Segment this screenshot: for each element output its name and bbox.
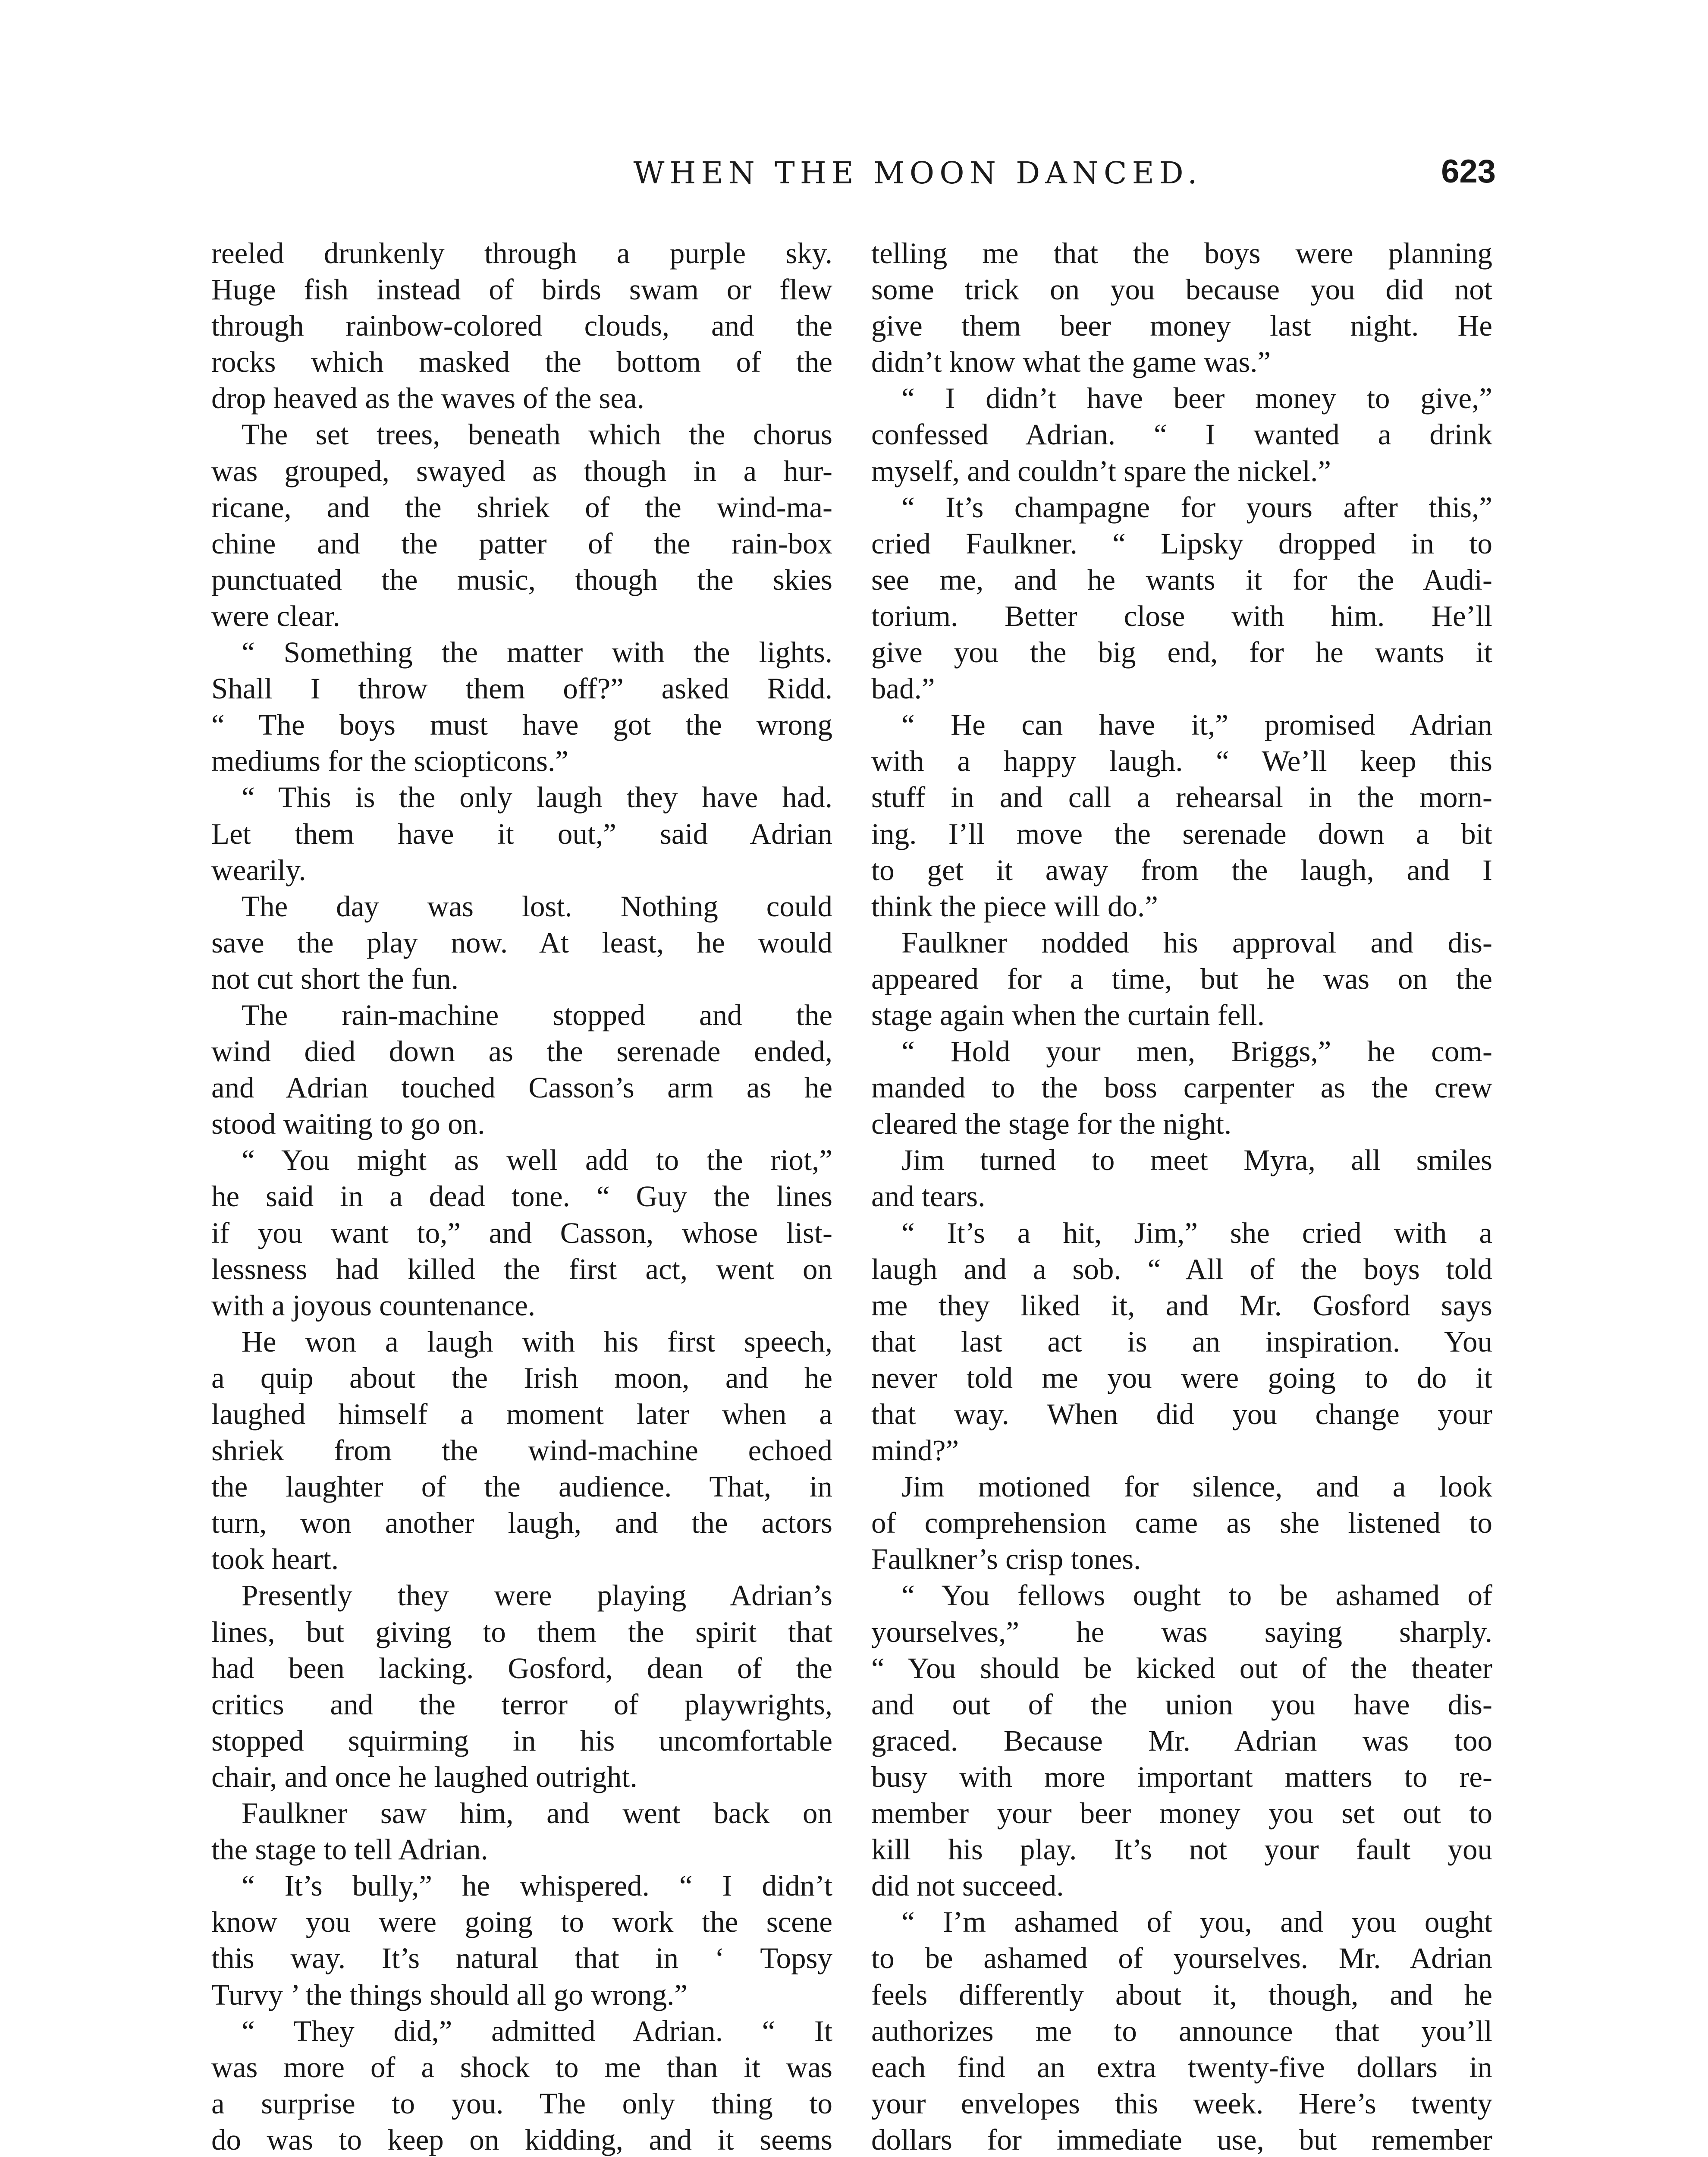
text-line: member your beer money you set out to	[871, 1797, 1492, 1830]
text-line: Turvy ’ the things should all go wrong.”	[211, 1978, 688, 2011]
text-line: “ You fellows ought to be ashamed of	[901, 1579, 1492, 1612]
text-line: authorizes me to announce that you’ll	[871, 2014, 1492, 2047]
text-line: see me, and he wants it for the Audi-	[871, 563, 1492, 596]
text-line: ing. I’ll move the serenade down a bit	[871, 817, 1492, 850]
text-line: laugh and a sob. “ All of the boys told	[871, 1252, 1492, 1286]
text-line: didn’t know what the game was.”	[871, 346, 1271, 379]
text-line: Faulkner saw him, and went back on	[242, 1797, 832, 1830]
text-line: think the piece will do.”	[871, 890, 1158, 923]
text-line: torium. Better close with him. He’ll	[871, 599, 1492, 632]
text-line: The day was lost. Nothing could	[242, 890, 832, 923]
text-line: chair, and once he laughed outright.	[211, 1760, 637, 1793]
text-line: “ Hold your men, Briggs,” he com-	[901, 1035, 1492, 1068]
text-line: reeled drunkenly through a purple sky.	[211, 237, 832, 270]
text-line: bad.”	[871, 672, 935, 705]
text-line: me they liked it, and Mr. Gosford says	[871, 1289, 1492, 1322]
text-line: Huge fish instead of birds swam or flew	[211, 273, 832, 306]
text-line: feels differently about it, though, and he	[871, 1978, 1492, 2011]
text-line: to get it away from the laugh, and I	[871, 853, 1492, 887]
text-line: never told me you were going to do it	[871, 1361, 1492, 1394]
text-line: “ You might as well add to the riot,”	[242, 1144, 832, 1177]
text-line: not cut short the fun.	[211, 962, 458, 995]
text-line: punctuated the music, though the skies	[211, 563, 832, 596]
text-line: that way. When did you change your	[871, 1398, 1492, 1431]
left-text-column	[211, 235, 832, 2157]
text-line: Shall I throw them off?” asked Ridd.	[211, 672, 832, 705]
text-line: “ You should be kicked out of the theater	[871, 1651, 1492, 1685]
text-line: was more of a shock to me than it was	[211, 2050, 832, 2084]
text-line: Jim motioned for silence, and a look	[901, 1470, 1492, 1503]
text-line: cried Faulkner. “ Lipsky dropped in to	[871, 527, 1492, 560]
text-line: give them beer money last night. He	[871, 309, 1492, 343]
text-line: the laughter of the audience. That, in	[211, 1470, 832, 1503]
text-line: mind?”	[871, 1434, 959, 1467]
text-line: yourselves,” he was saying sharply.	[871, 1615, 1492, 1648]
text-line: with a joyous countenance.	[211, 1289, 536, 1322]
text-line: turn, won another laugh, and the actors	[211, 1506, 832, 1540]
text-line: The set trees, beneath which the chorus	[242, 418, 832, 451]
text-line: was grouped, swayed as though in a hur-	[211, 454, 832, 487]
text-line: “ He can have it,” promised Adrian	[901, 708, 1492, 742]
text-line: stage again when the curtain fell.	[871, 998, 1265, 1031]
text-line: laughed himself a moment later when a	[211, 1398, 832, 1431]
text-line: “ Something the matter with the lights.	[242, 636, 832, 669]
text-line: and Adrian touched Casson’s arm as he	[211, 1071, 832, 1104]
text-line: Let them have it out,” said Adrian	[211, 817, 832, 850]
text-line: Faulkner’s crisp tones.	[871, 1543, 1141, 1576]
text-line: stopped squirming in his uncomfortable	[211, 1724, 832, 1757]
text-line: appeared for a time, but he was on the	[871, 962, 1492, 995]
text-line: rocks which masked the bottom of the	[211, 346, 832, 379]
text-line: mediums for the sciopticons.”	[211, 745, 568, 778]
text-line: “ It’s a hit, Jim,” she cried with a	[901, 1216, 1492, 1249]
text-line: your envelopes this week. Here’s twenty	[871, 2087, 1492, 2120]
text-line: “ I didn’t have beer money to give,”	[901, 382, 1492, 415]
text-line: took heart.	[211, 1543, 339, 1576]
text-line: drop heaved as the waves of the sea.	[211, 382, 644, 415]
text-line: did not succeed.	[871, 1869, 1064, 1902]
text-line: of comprehension came as she listened to	[871, 1506, 1492, 1540]
text-line: lessness had killed the first act, went on	[211, 1252, 832, 1286]
text-line: know you were going to work the scene	[211, 1905, 832, 1939]
text-line: stood waiting to go on.	[211, 1107, 485, 1141]
text-line: The rain-machine stopped and the	[242, 998, 832, 1031]
text-line: chine and the patter of the rain-box	[211, 527, 832, 560]
text-line: through rainbow-colored clouds, and the	[211, 309, 832, 343]
text-line: confessed Adrian. “ I wanted a drink	[871, 418, 1492, 451]
text-line: “ It’s champagne for yours after this,”	[901, 491, 1492, 524]
text-line: kill his play. It’s not your fault you	[871, 1833, 1492, 1866]
text-line: this way. It’s natural that in ‘ Topsy	[211, 1942, 832, 1975]
text-line: telling me that the boys were planning	[871, 237, 1492, 270]
text-line: some trick on you because you did not	[871, 273, 1492, 306]
text-line: the stage to tell Adrian.	[211, 1833, 488, 1866]
text-line: had been lacking. Gosford, dean of the	[211, 1651, 832, 1685]
text-line: “ This is the only laugh they have had.	[242, 781, 832, 814]
page-number: 623	[1441, 153, 1496, 190]
text-line: myself, and couldn’t spare the nickel.”	[871, 454, 1331, 487]
text-line: and tears.	[871, 1180, 986, 1213]
text-line: stuff in and call a rehearsal in the morn-	[871, 781, 1492, 814]
right-text-column	[871, 235, 1492, 2157]
text-line: do was to keep on kidding, and it seems	[211, 2123, 832, 2156]
text-line: Presently they were playing Adrian’s	[242, 1579, 832, 1612]
text-line: wind died down as the serenade ended,	[211, 1035, 832, 1068]
text-line: if you want to,” and Casson, whose list-	[211, 1216, 832, 1249]
text-line: wearily.	[211, 853, 306, 887]
text-line: he said in a dead tone. “ Guy the lines	[211, 1180, 832, 1213]
text-line: save the play now. At least, he would	[211, 926, 832, 959]
text-line: He won a laugh with his first speech,	[242, 1325, 832, 1358]
text-line: dollars for immediate use, but remember	[871, 2123, 1492, 2156]
text-line: manded to the boss carpenter as the crew	[871, 1071, 1492, 1104]
text-line: give you the big end, for he wants it	[871, 636, 1492, 669]
text-line: busy with more important matters to re-	[871, 1760, 1492, 1793]
text-line: Jim turned to meet Myra, all smiles	[901, 1144, 1492, 1177]
text-line: critics and the terror of playwrights,	[211, 1688, 832, 1721]
text-line: “ The boys must have got the wrong	[211, 708, 832, 742]
text-line: to be ashamed of yourselves. Mr. Adrian	[871, 1942, 1492, 1975]
text-line: Faulkner nodded his approval and dis-	[901, 926, 1492, 959]
running-head	[210, 147, 1504, 216]
text-line: were clear.	[211, 599, 340, 632]
text-line: each find an extra twenty-five dollars in	[871, 2050, 1492, 2084]
text-line: ricane, and the shriek of the wind-ma-	[211, 491, 832, 524]
running-title: WHEN THE MOON DANCED.	[633, 155, 1203, 191]
text-line: shriek from the wind-machine echoed	[211, 1434, 832, 1467]
text-line: “ It’s bully,” he whispered. “ I didn’t	[242, 1869, 832, 1902]
text-line: “ They did,” admitted Adrian. “ It	[242, 2014, 832, 2047]
text-line: that last act is an inspiration. You	[871, 1325, 1492, 1358]
text-line: lines, but giving to them the spirit that	[211, 1615, 832, 1648]
text-line: “ I’m ashamed of you, and you ought	[901, 1905, 1492, 1939]
text-line: graced. Because Mr. Adrian was too	[871, 1724, 1492, 1757]
text-line: with a happy laugh. “ We’ll keep this	[871, 745, 1492, 778]
text-line: a surprise to you. The only thing to	[211, 2087, 832, 2120]
text-line: cleared the stage for the night.	[871, 1107, 1232, 1141]
text-line: and out of the union you have dis-	[871, 1688, 1492, 1721]
text-line: a quip about the Irish moon, and he	[211, 1361, 832, 1394]
